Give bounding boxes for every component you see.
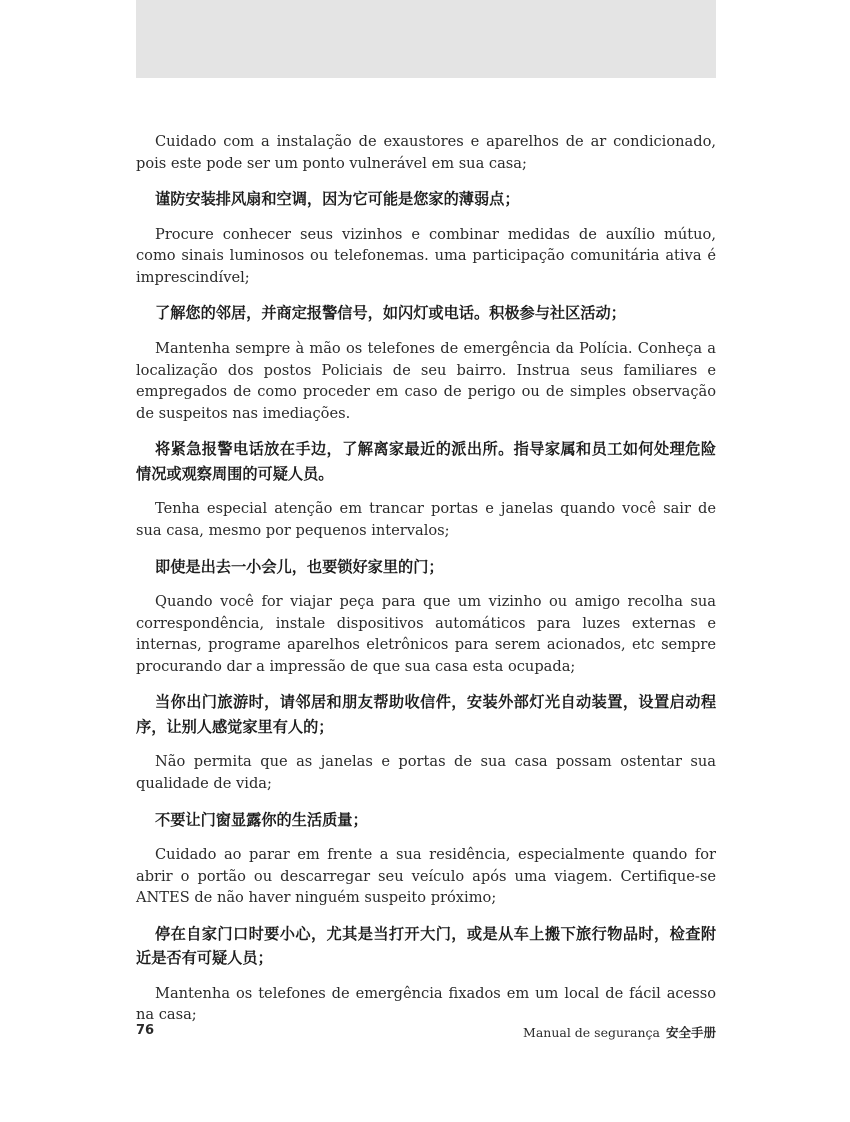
paragraph-pt: Mantenha os telefones de emergência fixados em um local de fácil acesso na casa;	[136, 984, 716, 1024]
paragraph-zh: 停在自家门口时要小心，尤其是当打开大门，或是从车上搬下旅行物品时，检查附近是否有可疑人员；	[136, 924, 716, 968]
paragraph-pt: Cuidado com a instalação de exaustores e aparelhos de ar condicionado, pois este pode ser um ponto vulnerável em sua casa;	[136, 133, 716, 172]
running-title-zh: 安全手册	[665, 1025, 716, 1040]
paragraph-zh: 了解您的邻居，并商定报警信号，如闪灯或电话。积极参与社区活动；	[155, 304, 626, 323]
running-title	[523, 1023, 716, 1041]
running-title-pt: Manual de segurança	[523, 1025, 660, 1040]
page-footer	[136, 1023, 716, 1045]
paragraph-zh: 谨防安装排风扇和空调，因为它可能是您家的薄弱点；	[155, 190, 520, 209]
paragraph-zh: 不要让门窗显露你的生活质量；	[155, 810, 368, 829]
page-body	[136, 131, 716, 1039]
paragraph-pt: Tenha especial atenção em trancar portas e janelas quando você sair de sua casa, mesmo por pequenos intervalos;	[136, 500, 716, 539]
paragraph-zh: 将紧急报警电话放在手边，了解离家最近的派出所。指导家属和员工如何处理危险情况或观察周围的可疑人员。	[136, 440, 716, 483]
paragraph-zh: 当你出门旅游时，请邻居和朋友帮助收信件，安装外部灯光自动装置，设置启动程序，让别人感觉家里有人的；	[136, 693, 716, 736]
paragraph-pt: Mantenha sempre à mão os telefones de emergência da Polícia. Conheça a localização dos postos Policiais de seu bairro. Instrua seus familiares e empregados de como proceder em caso de perigo ou de simples observação de suspeitos nas imediações.	[136, 339, 716, 422]
paragraph-pt: Não permita que as janelas e portas de sua casa possam ostentar sua qualidade de vida;	[136, 753, 716, 792]
paragraph-pt: Cuidado ao parar em frente a sua residência, especialmente quando for abrir o portão ou descarregar seu veículo após uma viagem. Certifique-se ANTES de não haver ninguém suspeito próximo;	[136, 846, 716, 907]
header-band	[136, 0, 716, 78]
page-number: 76	[136, 1023, 155, 1038]
paragraph-pt: Quando você for viajar peça para que um vizinho ou amigo recolha sua correspondência, instale dispositivos automáticos para luzes externas e internas, programe aparelhos eletrônicos para serem acionados, etc sempre procurando dar a impressão de que sua casa esta ocupada;	[136, 593, 716, 675]
paragraph-zh: 即使是出去一小会儿，也要锁好家里的门；	[155, 557, 444, 576]
paragraph-pt: Procure conhecer seus vizinhos e combinar medidas de auxílio mútuo, como sinais luminosos ou telefonemas. uma participação comunitária ativa é imprescindível;	[136, 225, 716, 286]
